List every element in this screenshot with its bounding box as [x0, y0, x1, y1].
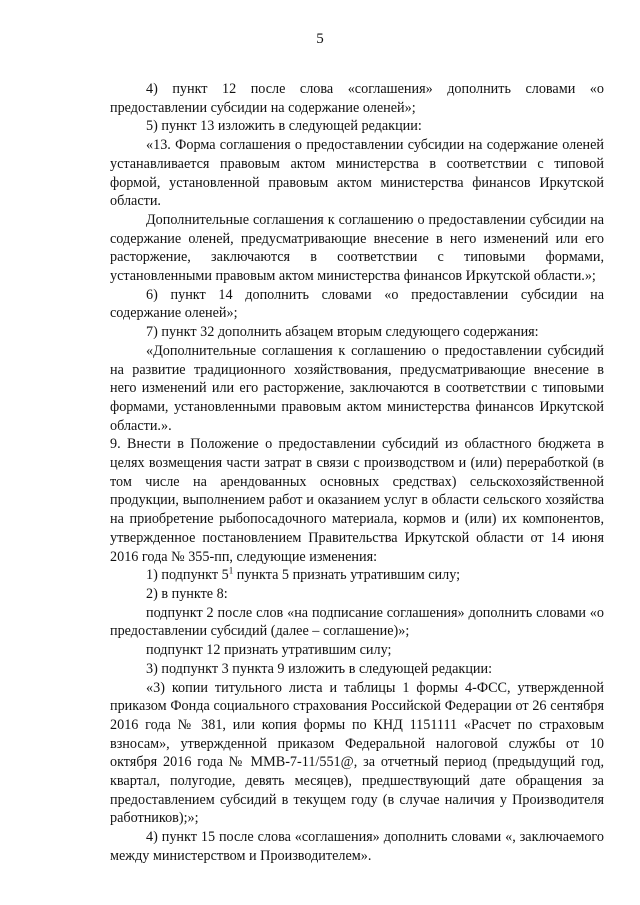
paragraph-sub-1-before: 1) подпункт 5 [146, 567, 229, 584]
paragraph-sub-2: 2) в пункте 8: [146, 585, 228, 602]
paragraph-additional-agreements: Дополнительные соглашения к соглашению о предоставлении субсидии на содержание оленей, предусматривающие внесение в него изменений или его расторжение, заключаются в соответствии с типовыми формами, установленными правовым актом министерства финансов Иркутской области.»; [110, 211, 604, 285]
paragraph-amend-6: 6) пункт 14 дополнить словами «о предоставлении субсидии на содержание оленей»; [110, 286, 604, 322]
paragraph-amend-4: 4) пункт 12 после слова «соглашения» дополнить словами «о предоставлении субсидии на содержание оленей»; [110, 81, 604, 116]
paragraph-section-9: 9. Внести в Положение о предоставлении субсидий из областного бюджета в целях возмещения части затрат в связи с производством и (или) переработкой (в том числе на арендованных основных средствах) сельскохозяйственной продукции, выполнением работ и оказанием услуг в области сельского хозяйства на приобретение рыбопосадочного материала, кормов и (или) их компонентов, утвержденное постановлением Правительства Иркутской области от 14 июня 2016 года № 355-пп, следующие изменения: [110, 436, 604, 565]
paragraph-sub-3: 3) подпункт 3 пункта 9 изложить в следующей редакции: [146, 660, 493, 677]
paragraph-subitem-2: подпункт 2 после слов «на подписание соглашения» дополнить словами «о предоставлении субсидий (далее – соглашение)»; [110, 604, 604, 640]
paragraph-additional-agreements-quote: «Дополнительные соглашения к соглашению о предоставлении субсидий на развитие традиционного хозяйствования, предусматривающие внесение в него изменений или его расторжение, заключаются в соответствии с типовыми формами, установленными правовым актом министерства финансов Иркутской области.». [110, 342, 604, 434]
paragraph-amend-5: 5) пункт 13 изложить в следующей редакции: [146, 118, 422, 135]
document-body [110, 80, 604, 866]
paragraph-amend-7: 7) пункт 32 дополнить абзацем вторым следующего содержания: [146, 324, 539, 341]
paragraph-sub-4: 4) пункт 15 после слова «соглашения» дополнить словами «, заключаемого между министерством и Производителем». [110, 829, 604, 864]
paragraph-sub-1-after: пункта 5 признать утратившим силу; [233, 567, 461, 584]
page-number: 5 [316, 31, 324, 47]
paragraph-quote-3: «3) копии титульного листа и таблицы 1 формы 4-ФСС, утвержденной приказом Фонда социального страхования Российской Федерации от 26 сентября 2016 года № 381, или копия формы по КНД 1151111 «Расчет по страховым взносам», утвержденной приказом Федеральной налоговой службы от 10 октября 2016 года № ММВ-7-11/551@, за отчетный период (предыдущий год, квартал, полугодие, девять месяцев), предшествующий дате обращения за предоставлением субсидий в текущем году (в случае наличия у Производителя работников);»; [110, 679, 604, 827]
superscript-marker: 1 [228, 565, 234, 576]
paragraph-item-13: «13. Форма соглашения о предоставлении субсидии на содержание оленей устанавливается правовым актом министерства в соответствии с типовой формой, установленной правовым актом министерства финансов Иркутской области. [110, 137, 604, 210]
paragraph-subitem-12: подпункт 12 признать утратившим силу; [146, 642, 392, 659]
paragraph-sub-1 [110, 566, 604, 585]
